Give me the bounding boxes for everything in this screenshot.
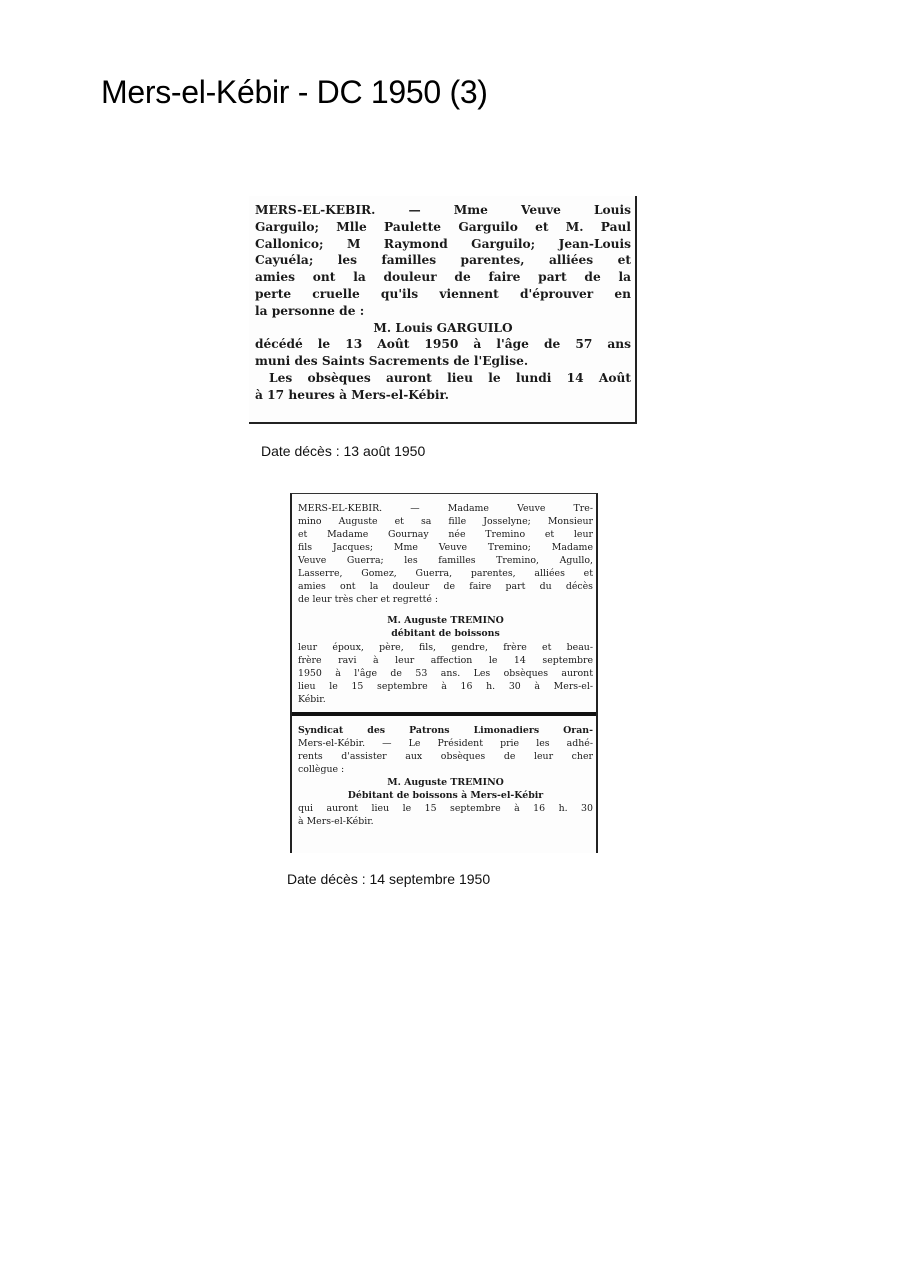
clip1-line-5: amies ont la douleur de faire part de la — [255, 270, 631, 285]
clip1-line-2: Garguilo; Mlle Paulette Garguilo et M. Paul — [255, 219, 631, 234]
clip1-line-6: perte cruelle qu'ils viennent d'éprouver en — [255, 286, 631, 301]
clip2-line-12: frère ravi à leur affection le 14 septembre — [298, 655, 593, 666]
clip2-syndicat-line-2: Mers-el-Kébir. — Le Président prie les adhé- — [298, 738, 593, 749]
clip2-syndicat-deceased-occupation: Débitant de boissons à Mers-el-Kébir — [347, 790, 544, 801]
newspaper-clipping-garguilo — [249, 196, 637, 424]
clip2-deceased-occupation: débitant de boissons — [391, 628, 500, 639]
clip1-line-12: à 17 heures à Mers-el-Kébir. — [255, 387, 450, 402]
clip1-line-3: Callonico; M Raymond Garguilo; Jean-Louis — [255, 236, 631, 251]
clip2-line-7: amies ont la douleur de faire part du décès — [298, 581, 593, 592]
clip2-line-15: Kébir. — [298, 694, 326, 705]
clip1-line-9: décédé le 13 Août 1950 à l'âge de 57 ans — [255, 337, 631, 352]
clip2-line-4: fils Jacques; Mme Veuve Tremino; Madame — [298, 542, 593, 553]
clip1-line-11: Les obsèques auront lieu le lundi 14 Août — [269, 370, 631, 385]
clip1-deceased-name: M. Louis GARGUILO — [373, 320, 513, 335]
clip2-syndicat-deceased-name: M. Auguste TREMINO — [387, 777, 504, 788]
clip2-syndicat-line-3: rents d'assister aux obsèques de leur cher — [298, 751, 593, 762]
clip2-line-1: MERS-EL-KEBIR. — Madame Veuve Tre- — [298, 503, 593, 514]
death-date-caption-2: Date décès : 14 septembre 1950 — [287, 871, 491, 887]
clip2-syndicat-line-4: collègue : — [298, 764, 345, 775]
clip2-syndicat-line-1: Syndicat des Patrons Limonadiers Oran- — [298, 725, 593, 736]
clip2-syndicat-line-8: à Mers-el-Kébir. — [298, 816, 374, 827]
clip1-line-7: la personne de : — [255, 303, 365, 318]
clip1-line-4: Cayuéla; les familles parentes, alliées et — [255, 253, 631, 268]
clip2-line-8: de leur très cher et regretté : — [298, 594, 439, 605]
clip2-line-5: Veuve Guerra; les familles Tremino, Agullo, — [298, 555, 593, 566]
newspaper-clipping-tremino — [290, 493, 598, 853]
clip2-line-6: Lasserre, Gomez, Guerra, parentes, alliées et — [298, 568, 593, 579]
clip2-line-14: lieu le 15 septembre à 16 h. 30 à Mers-el- — [298, 681, 593, 692]
clip2-line-13: 1950 à l'âge de 53 ans. Les obsèques auront — [298, 668, 593, 679]
clip1-line-1: MERS-EL-KEBIR. — Mme Veuve Louis — [255, 203, 631, 217]
clip2-syndicat-line-7: qui auront lieu le 15 septembre à 16 h. 30 — [298, 803, 593, 814]
clip2-deceased-name: M. Auguste TREMINO — [387, 615, 504, 626]
clipping-separator — [292, 712, 596, 716]
clip2-line-11: leur époux, père, fils, gendre, frère et beau- — [298, 642, 593, 653]
clip2-line-2: mino Auguste et sa fille Josselyne; Monsieur — [298, 516, 593, 527]
page-title: Mers-el-Kébir - DC 1950 (3) — [101, 74, 488, 110]
death-date-caption-1: Date décès : 13 août 1950 — [261, 443, 426, 459]
clip2-line-3: et Madame Gournay née Tremino et leur — [298, 529, 593, 540]
clip1-line-10: muni des Saints Sacrements de l'Eglise. — [255, 354, 529, 369]
